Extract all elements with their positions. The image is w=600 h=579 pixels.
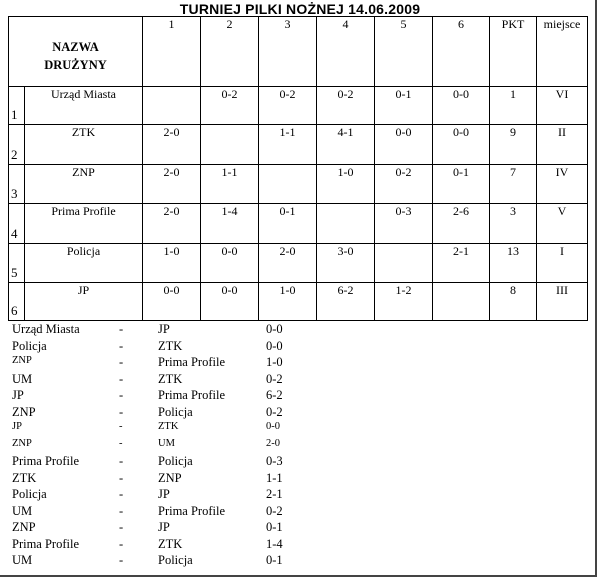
match-separator: - bbox=[119, 421, 123, 432]
column-header: 2 bbox=[201, 17, 259, 87]
column-header: 3 bbox=[259, 17, 317, 87]
match-separator: - bbox=[119, 536, 124, 551]
place-cell: VI bbox=[537, 87, 588, 125]
match-home: Policja bbox=[12, 338, 47, 353]
match-away: UM bbox=[158, 437, 175, 449]
match-away: JP bbox=[158, 520, 170, 534]
match-separator: - bbox=[119, 553, 124, 567]
place-cell: II bbox=[537, 125, 588, 165]
score-cell: 0-1 bbox=[433, 165, 490, 204]
score-cell: 0-1 bbox=[375, 87, 433, 125]
team-header-line1: NAZWA bbox=[52, 40, 99, 54]
score-cell bbox=[143, 87, 201, 125]
score-cell: 1-1 bbox=[259, 125, 317, 165]
match-home: Policja bbox=[12, 487, 47, 501]
match-score: 0-0 bbox=[266, 338, 283, 353]
score-cell: 1-4 bbox=[201, 204, 259, 244]
match-home: Prima Profile bbox=[12, 454, 80, 468]
match-home: ZNP bbox=[12, 355, 32, 366]
score-cell bbox=[433, 283, 490, 321]
place-cell: III bbox=[537, 283, 588, 321]
match-score: 0-2 bbox=[266, 404, 283, 419]
row-index: 6 bbox=[9, 283, 25, 321]
score-cell: 2-6 bbox=[433, 204, 490, 244]
match-score: 1-0 bbox=[266, 355, 283, 369]
pkt-header: PKT bbox=[490, 17, 537, 87]
match-away: Policja bbox=[158, 454, 193, 468]
score-cell: 0-1 bbox=[259, 204, 317, 244]
score-cell: 2-0 bbox=[143, 204, 201, 244]
match-separator: - bbox=[119, 355, 124, 369]
page-title: TURNIEJ PILKI NOŻNEJ 14.06.2009 bbox=[179, 1, 421, 17]
place-cell: V bbox=[537, 204, 588, 244]
match-score: 0-1 bbox=[266, 520, 283, 534]
match-score: 0-0 bbox=[266, 421, 280, 432]
score-cell: 0-0 bbox=[143, 283, 201, 321]
match-separator: - bbox=[119, 454, 124, 468]
score-cell: 1-0 bbox=[259, 283, 317, 321]
table-row bbox=[9, 125, 588, 165]
match-home: UM bbox=[12, 371, 33, 386]
score-cell bbox=[375, 244, 433, 283]
place-cell: IV bbox=[537, 165, 588, 204]
table-row bbox=[9, 165, 588, 204]
match-separator: - bbox=[119, 520, 124, 534]
row-index: 3 bbox=[9, 165, 25, 204]
score-cell: 1-1 bbox=[201, 165, 259, 204]
score-cell: 1-0 bbox=[143, 244, 201, 283]
match-separator: - bbox=[119, 338, 124, 353]
points-cell: 13 bbox=[490, 244, 537, 283]
match-separator: - bbox=[119, 487, 124, 501]
points-cell: 3 bbox=[490, 204, 537, 244]
row-index: 4 bbox=[9, 204, 25, 244]
match-home: Urząd Miasta bbox=[12, 322, 80, 336]
match-score: 0-3 bbox=[266, 454, 283, 468]
score-cell: 2-0 bbox=[259, 244, 317, 283]
match-separator: - bbox=[119, 404, 124, 419]
points-cell: 9 bbox=[490, 125, 537, 165]
score-cell: 2-1 bbox=[433, 244, 490, 283]
score-cell bbox=[317, 204, 375, 244]
match-home: UM bbox=[12, 503, 33, 518]
team-header-line2: DRUŻYNY bbox=[44, 58, 107, 72]
score-cell: 3-0 bbox=[317, 244, 375, 283]
match-separator: - bbox=[119, 437, 123, 449]
score-cell: 4-1 bbox=[317, 125, 375, 165]
match-away: ZTK bbox=[158, 338, 183, 353]
match-away: Prima Profile bbox=[158, 355, 226, 369]
column-header: 5 bbox=[375, 17, 433, 87]
match-away: Prima Profile bbox=[158, 503, 226, 518]
match-separator: - bbox=[119, 322, 124, 336]
score-cell: 0-0 bbox=[375, 125, 433, 165]
team-name: ZNP bbox=[25, 165, 143, 204]
row-index: 5 bbox=[9, 244, 25, 283]
match-separator: - bbox=[119, 371, 124, 386]
row-index: 1 bbox=[9, 87, 25, 125]
score-cell: 0-0 bbox=[433, 87, 490, 125]
table-row bbox=[9, 244, 588, 283]
score-cell: 0-2 bbox=[259, 87, 317, 125]
points-cell: 7 bbox=[490, 165, 537, 204]
table-row bbox=[9, 204, 588, 244]
score-cell: 1-0 bbox=[317, 165, 375, 204]
match-score: 2-0 bbox=[266, 437, 280, 449]
match-score: 0-2 bbox=[266, 371, 283, 386]
match-separator: - bbox=[119, 470, 124, 485]
match-away: ZTK bbox=[158, 421, 179, 432]
team-name: JP bbox=[25, 283, 143, 321]
score-cell bbox=[259, 165, 317, 204]
match-home: ZNP bbox=[12, 437, 32, 449]
points-cell: 8 bbox=[490, 283, 537, 321]
place-header: miejsce bbox=[537, 17, 588, 87]
score-cell: 0-2 bbox=[317, 87, 375, 125]
match-away: Prima Profile bbox=[158, 388, 226, 402]
match-home: ZTK bbox=[12, 470, 37, 485]
results-table bbox=[8, 16, 588, 321]
match-score: 1-1 bbox=[266, 470, 283, 485]
score-cell bbox=[201, 125, 259, 165]
score-cell: 0-3 bbox=[375, 204, 433, 244]
team-name: ZTK bbox=[25, 125, 143, 165]
match-score: 1-4 bbox=[266, 536, 283, 551]
score-cell: 0-0 bbox=[433, 125, 490, 165]
match-away: Policja bbox=[158, 404, 193, 419]
match-home: UM bbox=[12, 553, 33, 567]
score-cell: 0-2 bbox=[375, 165, 433, 204]
match-score: 0-1 bbox=[266, 553, 283, 567]
match-home: ZNP bbox=[12, 520, 36, 534]
match-away: JP bbox=[158, 322, 170, 336]
row-index: 2 bbox=[9, 125, 25, 165]
match-home: Prima Profile bbox=[12, 536, 80, 551]
table-row bbox=[9, 87, 588, 125]
table-header-row bbox=[9, 17, 588, 87]
score-cell: 1-2 bbox=[375, 283, 433, 321]
score-cell: 2-0 bbox=[143, 125, 201, 165]
match-score: 0-2 bbox=[266, 503, 283, 518]
team-name: Urząd Miasta bbox=[25, 87, 143, 125]
score-cell: 6-2 bbox=[317, 283, 375, 321]
team-name: Prima Profile bbox=[25, 204, 143, 244]
match-away: ZNP bbox=[158, 470, 182, 485]
match-away: ZTK bbox=[158, 536, 183, 551]
match-away: ZTK bbox=[158, 371, 183, 386]
match-score: 6-2 bbox=[266, 388, 283, 402]
match-score: 2-1 bbox=[266, 487, 283, 501]
column-header: 1 bbox=[143, 17, 201, 87]
place-cell: I bbox=[537, 244, 588, 283]
match-home: JP bbox=[12, 421, 22, 432]
score-cell: 0-0 bbox=[201, 283, 259, 321]
score-cell: 2-0 bbox=[143, 165, 201, 204]
points-cell: 1 bbox=[490, 87, 537, 125]
score-cell: 0-0 bbox=[201, 244, 259, 283]
column-header: 6 bbox=[433, 17, 490, 87]
score-cell: 0-2 bbox=[201, 87, 259, 125]
column-header: 4 bbox=[317, 17, 375, 87]
match-separator: - bbox=[119, 388, 124, 402]
match-home: ZNP bbox=[12, 404, 36, 419]
team-header-cell bbox=[9, 17, 143, 87]
match-score: 0-0 bbox=[266, 322, 283, 336]
match-separator: - bbox=[119, 503, 124, 518]
table-row bbox=[9, 283, 588, 321]
match-away: JP bbox=[158, 487, 170, 501]
match-away: Policja bbox=[158, 553, 193, 567]
team-name: Policja bbox=[25, 244, 143, 283]
match-home: JP bbox=[12, 388, 24, 402]
